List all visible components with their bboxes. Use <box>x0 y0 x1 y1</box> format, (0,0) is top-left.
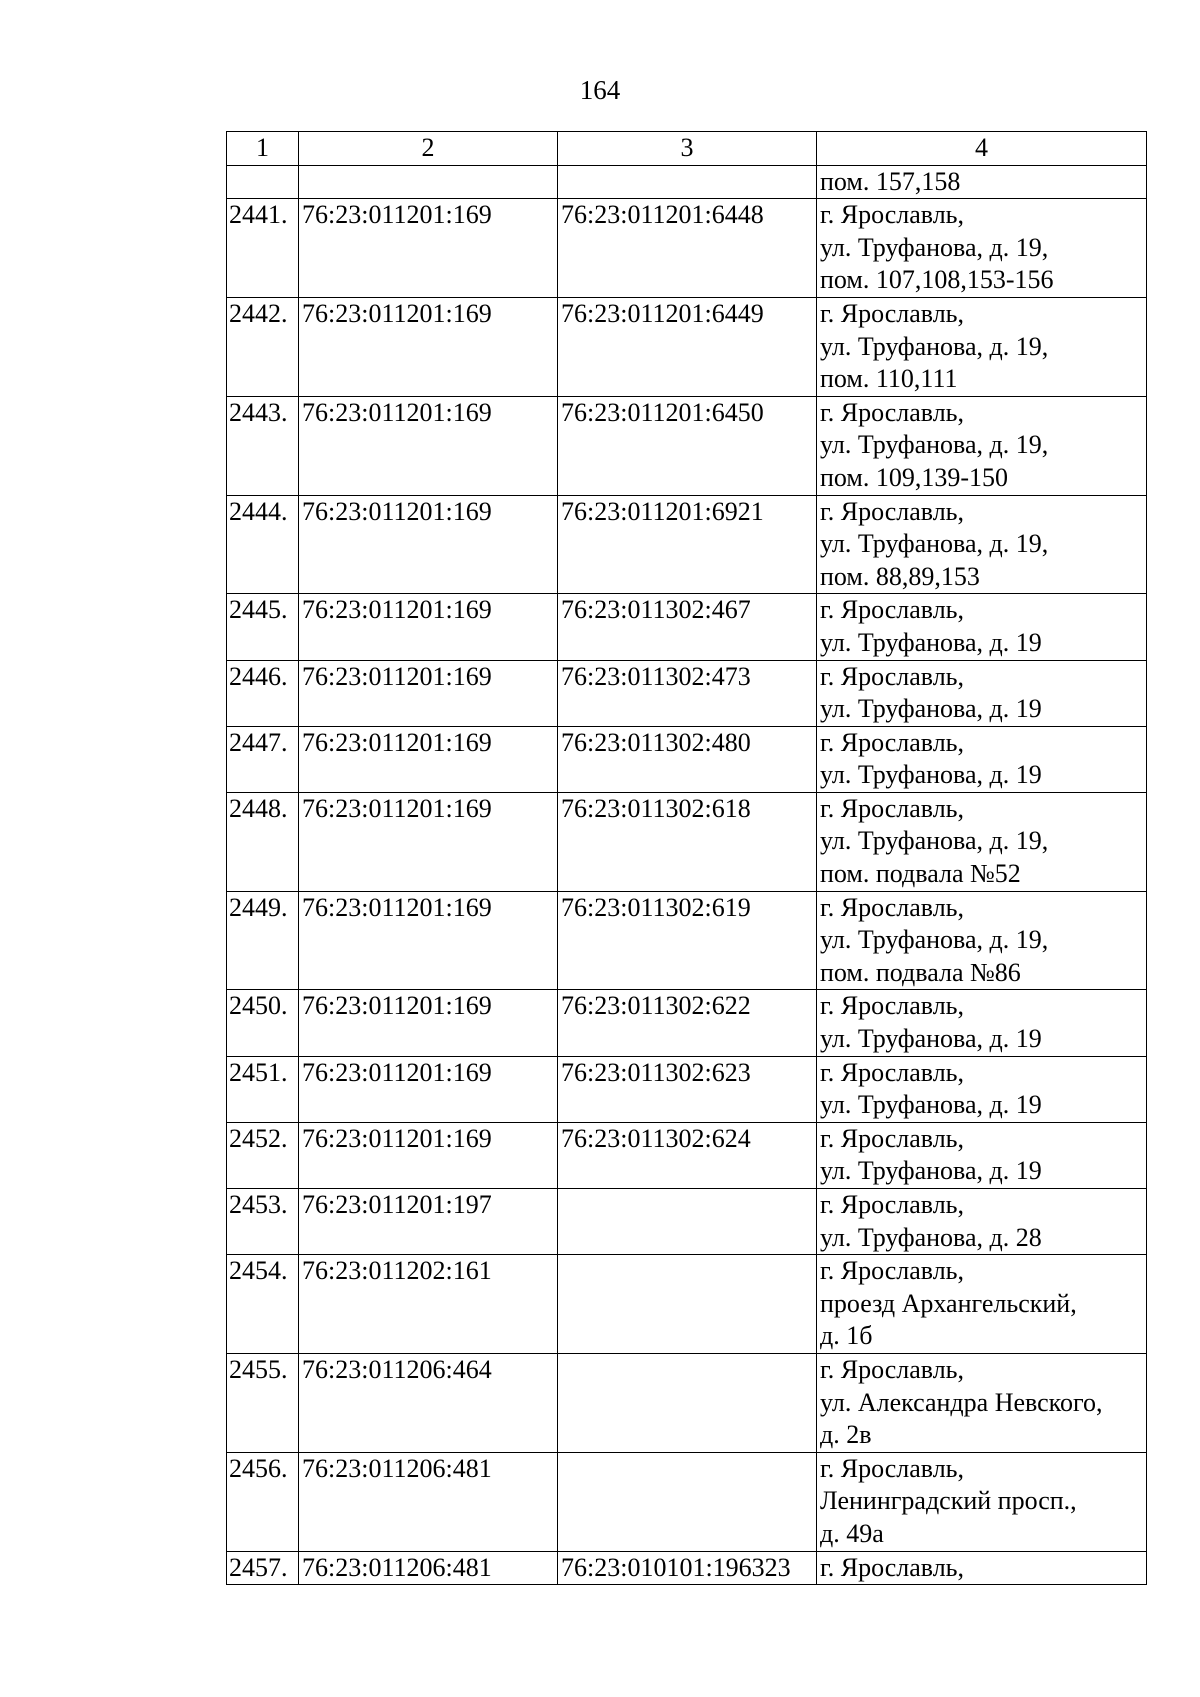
table-row <box>227 792 1147 891</box>
row-number-cell <box>227 165 299 199</box>
address-line: г. Ярославль, <box>820 1123 965 1153</box>
address-line: пом. подвала №52 <box>820 859 1021 889</box>
registry-table <box>226 131 1147 1585</box>
address-cell <box>817 891 1147 990</box>
object-number-cell: 76:23:011302:619 <box>558 891 817 990</box>
table-row <box>227 1452 1147 1551</box>
table-row <box>227 1551 1147 1585</box>
cadastral-number-cell: 76:23:011201:169 <box>299 660 558 726</box>
row-number-cell: 2449. <box>227 891 299 990</box>
row-number-cell: 2445. <box>227 594 299 660</box>
cadastral-number-cell: 76:23:011201:169 <box>299 726 558 792</box>
address-line: ул. Труфанова, д. 19 <box>820 627 1042 657</box>
row-number-cell: 2450. <box>227 990 299 1056</box>
address-cell <box>817 1255 1147 1354</box>
address-cell <box>817 1122 1147 1188</box>
row-number-cell: 2444. <box>227 495 299 594</box>
column-header-2: 2 <box>299 132 558 166</box>
row-number-cell: 2456. <box>227 1452 299 1551</box>
object-number-cell: 76:23:011302:623 <box>558 1056 817 1122</box>
address-line: ул. Труфанова, д. 19, <box>820 826 1049 856</box>
address-cell <box>817 297 1147 396</box>
row-number-cell: 2454. <box>227 1255 299 1354</box>
cadastral-number-cell: 76:23:011201:169 <box>299 1122 558 1188</box>
table-row <box>227 297 1147 396</box>
address-line: пом. подвала №86 <box>820 957 1021 987</box>
address-line: г. Ярославль, <box>820 1354 965 1384</box>
cadastral-number-cell: 76:23:011206:481 <box>299 1452 558 1551</box>
address-cell <box>817 1189 1147 1255</box>
address-line: ул. Труфанова, д. 19, <box>820 925 1049 955</box>
address-line: ул. Труфанова, д. 19, <box>820 232 1049 262</box>
address-line: г. Ярославль, <box>820 298 965 328</box>
object-number-cell <box>558 165 817 199</box>
address-line: ул. Труфанова, д. 19, <box>820 331 1049 361</box>
address-cell <box>817 1056 1147 1122</box>
object-number-cell: 76:23:011201:6921 <box>558 495 817 594</box>
address-cell <box>817 1551 1147 1585</box>
row-number-cell: 2453. <box>227 1189 299 1255</box>
address-line: пом. 157,158 <box>820 166 961 196</box>
address-cell <box>817 792 1147 891</box>
cadastral-number-cell: 76:23:011201:169 <box>299 891 558 990</box>
address-line: г. Ярославль, <box>820 892 965 922</box>
address-line: Ленинградский просп., <box>820 1486 1077 1516</box>
address-line: ул. Труфанова, д. 19 <box>820 1090 1042 1120</box>
address-cell <box>817 495 1147 594</box>
object-number-cell <box>558 1353 817 1452</box>
cadastral-number-cell: 76:23:011202:161 <box>299 1255 558 1354</box>
cadastral-number-cell: 76:23:011201:169 <box>299 495 558 594</box>
cadastral-number-cell: 76:23:011201:169 <box>299 297 558 396</box>
address-cell <box>817 396 1147 495</box>
page-number: 164 <box>579 75 621 105</box>
row-number-cell: 2448. <box>227 792 299 891</box>
object-number-cell: 76:23:011201:6448 <box>558 199 817 298</box>
address-line: г. Ярославль, <box>820 661 965 691</box>
table-row <box>227 990 1147 1056</box>
address-line: г. Ярославль, <box>820 1190 965 1219</box>
table-row <box>227 1255 1147 1354</box>
address-line: г. Ярославль, <box>820 1453 965 1483</box>
address-cell <box>817 199 1147 298</box>
address-line: г. Ярославль, <box>820 727 965 757</box>
address-line: ул. Труфанова, д. 19 <box>820 760 1042 790</box>
object-number-cell: 76:23:010101:196323 <box>558 1551 817 1585</box>
cadastral-number-cell: 76:23:011201:169 <box>299 1056 558 1122</box>
address-cell <box>817 660 1147 726</box>
table-row <box>227 495 1147 594</box>
table-row <box>227 165 1147 199</box>
table-row <box>227 660 1147 726</box>
table-row <box>227 891 1147 990</box>
address-line: ул. Труфанова, д. 19, <box>820 430 1049 460</box>
address-cell <box>817 726 1147 792</box>
object-number-cell: 76:23:011302:480 <box>558 726 817 792</box>
object-number-cell <box>558 1255 817 1354</box>
row-number-cell: 2443. <box>227 396 299 495</box>
table-row <box>227 1122 1147 1188</box>
address-line: пом. 110,111 <box>820 364 958 394</box>
object-number-cell <box>558 1189 817 1255</box>
row-number-cell: 2447. <box>227 726 299 792</box>
address-line: ул. Труфанова, д. 19 <box>820 1024 1042 1054</box>
object-number-cell: 76:23:011201:6450 <box>558 396 817 495</box>
row-number-cell: 2446. <box>227 660 299 726</box>
address-line: ул. Труфанова, д. 19 <box>820 1156 1042 1186</box>
object-number-cell <box>558 1452 817 1551</box>
address-line: г. Ярославль, <box>820 496 965 526</box>
address-line: г. Ярославль, <box>820 595 965 625</box>
cadastral-number-cell: 76:23:011201:197 <box>299 1189 558 1255</box>
row-number-cell: 2451. <box>227 1056 299 1122</box>
address-line: пом. 107,108,153-156 <box>820 265 1054 295</box>
row-number-cell: 2455. <box>227 1353 299 1452</box>
address-line: ул. Труфанова, д. 19, <box>820 529 1049 559</box>
row-number-cell: 2441. <box>227 199 299 298</box>
column-header-4: 4 <box>817 132 1147 166</box>
row-number-cell: 2452. <box>227 1122 299 1188</box>
address-line: г. Ярославль, <box>820 397 965 427</box>
cadastral-number-cell: 76:23:011206:481 <box>299 1551 558 1585</box>
column-header-3: 3 <box>558 132 817 166</box>
cadastral-number-cell: 76:23:011201:169 <box>299 396 558 495</box>
address-cell <box>817 1353 1147 1452</box>
object-number-cell: 76:23:011302:473 <box>558 660 817 726</box>
address-line: ул. Александра Невского, <box>820 1387 1103 1417</box>
address-line: г. Ярославль, <box>820 200 965 230</box>
cadastral-number-cell: 76:23:011201:169 <box>299 594 558 660</box>
address-cell <box>817 594 1147 660</box>
address-line: д. 1б <box>820 1321 873 1351</box>
cadastral-number-cell: 76:23:011201:169 <box>299 990 558 1056</box>
address-line: г. Ярославль, <box>820 991 965 1021</box>
address-line: проезд Архангельский, <box>820 1288 1077 1318</box>
table-row <box>227 726 1147 792</box>
cadastral-number-cell <box>299 165 558 199</box>
registry-body <box>227 165 1147 1585</box>
address-line: г. Ярославль, <box>820 1552 965 1582</box>
column-header-1: 1 <box>227 132 299 166</box>
table-row <box>227 199 1147 298</box>
object-number-cell: 76:23:011302:622 <box>558 990 817 1056</box>
table-row <box>227 1353 1147 1452</box>
object-number-cell: 76:23:011201:6449 <box>558 297 817 396</box>
cadastral-number-cell: 76:23:011201:169 <box>299 792 558 891</box>
address-line: д. 2в <box>820 1420 872 1450</box>
table-row <box>227 396 1147 495</box>
object-number-cell: 76:23:011302:618 <box>558 792 817 891</box>
object-number-cell: 76:23:011302:467 <box>558 594 817 660</box>
object-number-cell: 76:23:011302:624 <box>558 1122 817 1188</box>
table-row <box>227 1056 1147 1122</box>
address-cell <box>817 165 1147 199</box>
header-row <box>227 132 1147 166</box>
address-line: пом. 109,139-150 <box>820 462 1009 492</box>
address-line: г. Ярославль, <box>820 1256 965 1286</box>
table-row <box>227 1189 1147 1255</box>
address-line: ул. Труфанова, д. 19 <box>820 694 1042 724</box>
address-line: д. 49а <box>820 1518 884 1548</box>
row-number-cell: 2457. <box>227 1551 299 1585</box>
address-cell <box>817 1452 1147 1551</box>
address-cell <box>817 990 1147 1056</box>
row-number-cell: 2442. <box>227 297 299 396</box>
address-line: ул. Труфанова, д. 28 <box>820 1222 1042 1252</box>
table-row <box>227 594 1147 660</box>
address-line: г. Ярославль, <box>820 1057 965 1087</box>
cadastral-number-cell: 76:23:011206:464 <box>299 1353 558 1452</box>
address-line: пом. 88,89,153 <box>820 561 980 591</box>
address-line: г. Ярославль, <box>820 793 965 823</box>
cadastral-number-cell: 76:23:011201:169 <box>299 199 558 298</box>
